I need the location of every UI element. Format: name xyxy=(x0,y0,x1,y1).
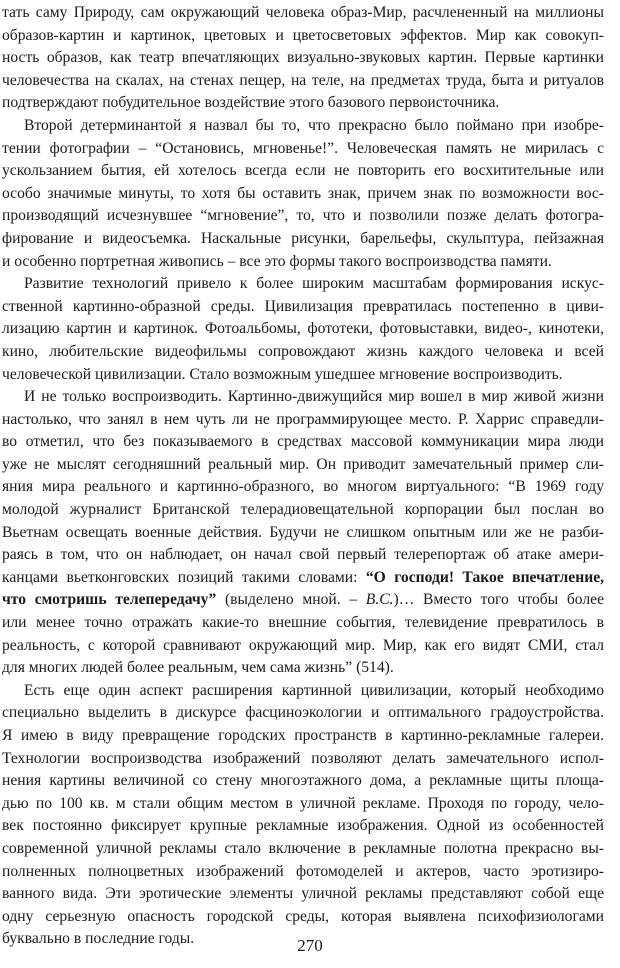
text-line: Вьетнам освещать военные действия. Будучи не слишком опытным или же не разби- xyxy=(2,523,604,541)
quote-suffix: )… Вместо того чтобы более xyxy=(393,591,604,609)
text-line: настолько, что занял в нем чуть ли не программирующее место. Р. Харрис справедли- xyxy=(2,410,604,428)
text-line: Есть еще один аспект расширения картинной цивилизации, который необходимо xyxy=(24,681,604,699)
text-line: раясь в том, что он наблюдает, он начал свой первый телерепортаж об атаке амери- xyxy=(2,546,604,564)
text-line: особо значимые минуты, то хотя бы оставить знак, причем знак по возможности вос- xyxy=(2,184,604,202)
page-number: 270 xyxy=(297,936,323,955)
text-line: тении фотографии – “Остановись, мгновенье!”. Человеческая память не мирилась с xyxy=(2,139,604,157)
text-line: Я имею в виду превращение городских пространств в картинно-рекламные галереи. xyxy=(2,727,604,744)
paragraph-2 xyxy=(2,115,604,273)
text-line: нения картины величиной со стену многоэтажного дома, а рекламные щиты площа- xyxy=(2,772,604,790)
text-line: для многих людей более реальным, чем сама жизнь” (514). xyxy=(2,659,394,677)
text-line: Технологии воспроизводства изображений позволяют делать замечательного испол- xyxy=(2,749,604,767)
quote-bold-text: “О господи! Такое впечатление, xyxy=(365,568,605,586)
text-line: ванного вида. Эти эротические элементы уличной рекламы представляют собой еще xyxy=(2,885,604,903)
text-line: одну серьезную опасность городской среды, которая выявлена психофизиологами xyxy=(2,907,604,925)
text-line: лизацию картин и картинок. Фотоальбомы, фототеки, фотовыставки, видео-, кинотеки, xyxy=(2,320,604,338)
author-initials: В.С. xyxy=(365,591,394,609)
text-line: кино, любительские видеофильмы сопровождают жизнь каждого человека и всей xyxy=(2,342,604,360)
text-line: молодой журналист Британской телерадиовещательной корпорации был послан во xyxy=(2,501,604,519)
quote-bold-text: что смотришь телепередачу” xyxy=(2,591,217,609)
text-line: полненных полноцветных изображений фотомоделей и актеров, часто эротизиро- xyxy=(2,862,604,880)
paragraph-1 xyxy=(2,2,604,115)
text-line: И не только воспроизводить. Картинно-движущийся мир вошел в мир живой жизни xyxy=(24,388,604,406)
text-line: тать саму Природу, сам окружающий человека образ-Мир, расчлененный на миллионы xyxy=(2,4,604,21)
text-line: ускользанием бытия, ей хотелось всегда если не повторить его восхитительные или xyxy=(2,162,604,180)
text-line: специально выделить в дискурсе фасциноэкологии и оптимального градоустройства. xyxy=(2,704,604,722)
text-line: ственной картинно-образной среды. Цивилизация превратилась постепенно в циви- xyxy=(2,297,604,315)
paragraph-3 xyxy=(2,273,604,386)
text-line: фирование и видеосъемка. Наскальные рисунки, барельефы, скульптура, пейзажная xyxy=(2,229,604,247)
text-line: дью по 100 кв. м стали общим местом в уличной рекламе. Проходя по городу, чело- xyxy=(2,794,604,812)
text-line: реальность, с которой сравнивают окружающий мир. Мир, как его видят СМИ, стал xyxy=(2,636,604,654)
text-line: человеческой цивилизации. Стало возможным ушедшее мгновение воспроизводить. xyxy=(2,365,563,383)
text-line: ность образов, как театр впечатляющих визуально-звуковых картин. Первые картинки xyxy=(2,49,604,67)
quote-line xyxy=(2,567,604,590)
text-line: уже не мыслят сегодняшний реальный мир. Он приводит замечательный пример сли- xyxy=(2,455,604,473)
text-line: подтверждают побудительное воздействие этого базового первоисточника. xyxy=(2,94,500,112)
text-line: и особенно портретная живопись – все это формы такого воспроизводства памяти. xyxy=(2,252,552,270)
text-line: современной уличной рекламы стало включение в рекламные полотна прекрасно вы- xyxy=(2,839,604,857)
text-line: Развитие технологий привело к более широким масштабам формирования искус- xyxy=(24,275,604,293)
text-line: образов-картин и картинок, цветовых и цветосветовых эффектов. Мир как совокуп- xyxy=(2,26,604,44)
text-line: буквально в последние годы. xyxy=(2,930,195,948)
text-line: во отметил, что без показываемого в средствах массовой коммуникации мира люди xyxy=(2,433,604,451)
text-line: производящий исчезнувшее “мгновение”, то, что и позволили позже делать фотогра- xyxy=(2,207,604,225)
paragraph-5 xyxy=(2,680,604,951)
text-line: век постоянно фиксирует крупные рекламные изображения. Одной из особенностей xyxy=(2,817,604,835)
text-line: или менее точно отражать какие-то внешние события, телевидение превратилось в xyxy=(2,614,604,632)
text-line: яния мира реального и картинно-образного, во многом виртуального: “В 1969 году xyxy=(2,478,604,496)
quote-prefix: канцами вьетконговских позиций такими словами: xyxy=(2,568,366,586)
text-line: человечества на скалах, на стенах пещер, на теле, на предметах труда, быта и ритуалов xyxy=(2,71,604,89)
body-text xyxy=(2,2,604,951)
quote-note: (выделено мной. – xyxy=(216,591,366,609)
text-line: Второй детерминантой я назвал бы то, что прекрасно было поймано при изобре- xyxy=(24,116,604,134)
paragraph-4 xyxy=(2,386,604,680)
quote-line xyxy=(2,589,604,612)
